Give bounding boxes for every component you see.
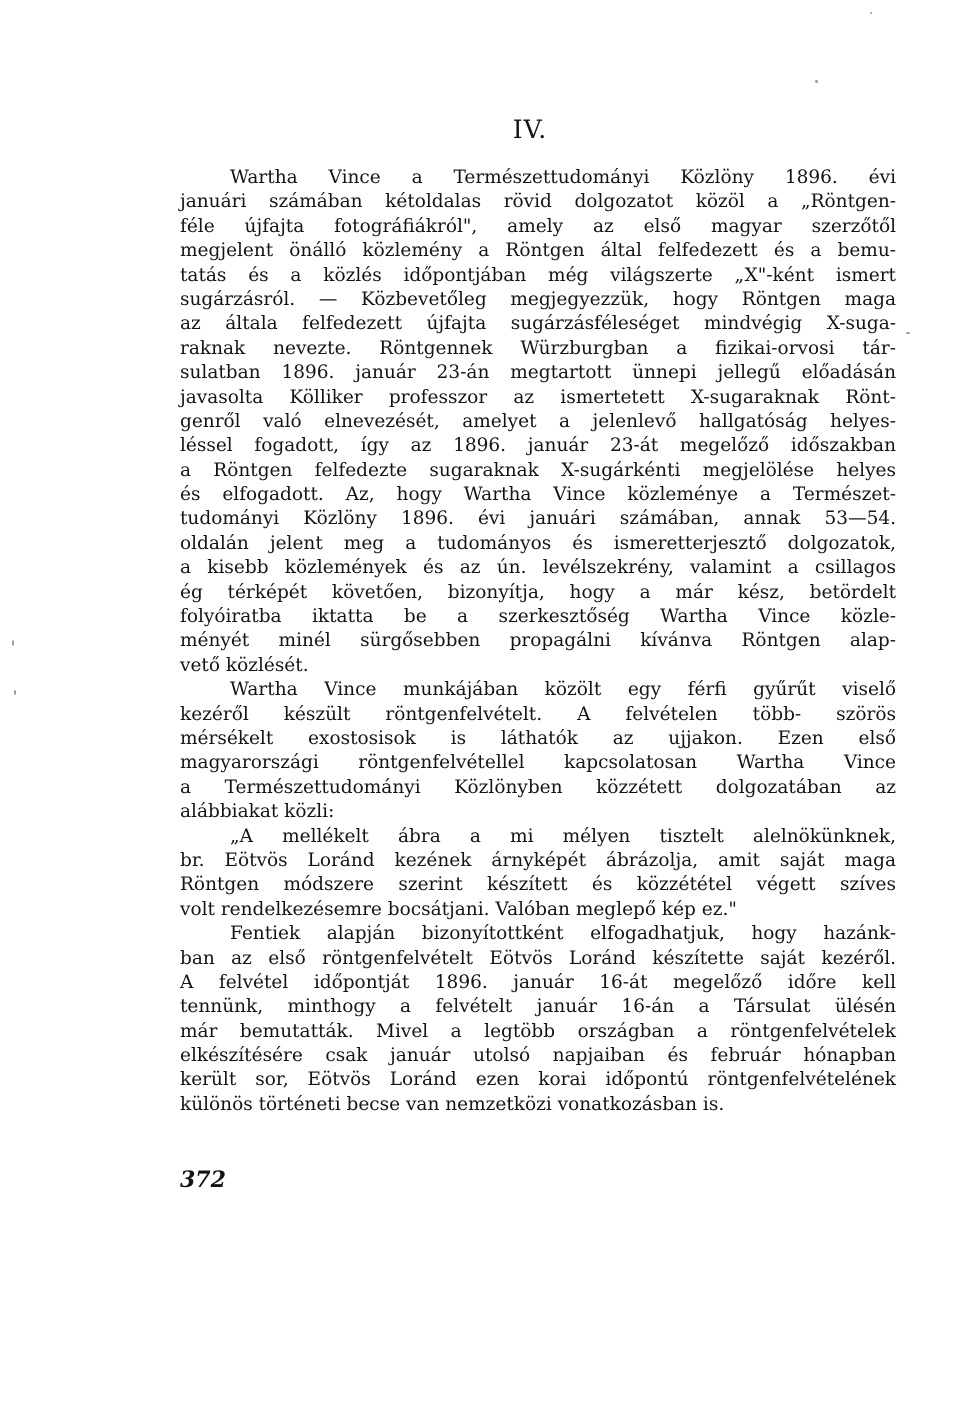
text-line: raknak nevezte. Röntgennek Würzburgban a fizikai-orvosi tár- (180, 337, 896, 359)
text-line: különös történeti becse van nemzetközi vonatkozásban is. (180, 1093, 725, 1115)
text-line: a Természettudományi Közlönyben közzétett dolgozatában az (180, 776, 896, 798)
text-line: a Röntgen felfedezte sugaraknak X-sugárkénti megjelölése helyes (180, 459, 896, 481)
text-line: került sor, Eötvös Loránd ezen korai időpontú röntgenfelvételének (180, 1069, 896, 1091)
text-line: magyarországi röntgenfelvétellel kapcsolatosan Wartha Vince (180, 752, 896, 774)
text-line: léssel fogadott, így az 1896. január 23-át megelőző időszakban (180, 435, 896, 457)
text-line: folyóiratba iktatta be a szerkesztőség Wartha Vince közle- (180, 606, 896, 628)
chapter-heading: IV. (512, 115, 548, 144)
text-line: alábbiakat közli: (180, 801, 335, 823)
text-line: br. Eötvös Loránd kezének árnyképét ábrázolja, amit saját maga (180, 849, 896, 871)
text-line: Röntgen módszere szerint készített és közzététel végett szíves (180, 874, 896, 896)
text-line: sulatban 1896. január 23-án megtartott ünnepi jellegű előadásán (180, 362, 896, 384)
text-line: sugárzásról. — Közbevetőleg megjegyezzük, hogy Röntgen maga (180, 288, 896, 310)
text-line: ményét minél sürgősebben propagálni kívánva Röntgen alap- (180, 630, 896, 652)
text-line: oldalán jelent meg a tudományos és ismeretterjesztő dolgozatok, (180, 532, 896, 554)
text-line: genről való elnevezését, amelyet a jelenlevő hallgatóság helyes- (180, 410, 896, 432)
scan-speck (14, 690, 16, 695)
text-line: Fentiek alapján bizonyítottként elfogadhatjuk, hogy hazánk- (230, 923, 896, 945)
text-line: tennünk, minthogy a felvételt január 16-án a Társulat ülésén (180, 996, 896, 1018)
text-line: volt rendelkezésemre bocsátjani. Valóban meglepő kép ez." (180, 898, 737, 920)
text-line: elkészítésére csak január utolsó napjaiban és február hónapban (180, 1045, 896, 1067)
text-line: tatás és a közlés időpontjában még világszerte „X"-ként ismert (180, 264, 896, 286)
text-line: Wartha Vince munkájában közölt egy férfi gyűrűt viselő (230, 679, 896, 701)
text-line: kezéről készült röntgenfelvételt. A felvételen több- szörös (180, 703, 896, 725)
text-line: féle újfajta fotográfiákról", amely az első magyar szerzőtől (180, 215, 896, 237)
page-number: 372 (180, 1167, 226, 1193)
text-line: a kisebb közlemények és az ún. levélszekrény, valamint a csillagos (180, 557, 896, 579)
text-line: az általa felfedezett újfajta sugárzásféleséget mindvégig X-suga- (180, 313, 896, 335)
scan-speck (906, 332, 910, 334)
text-line: mérsékelt exostosisok is láthatók az ujjakon. Ezen első (180, 727, 896, 749)
text-line: ban az első röntgenfelvételt Eötvös Loránd készítette saját kezéről. (180, 947, 896, 969)
scan-speck (870, 12, 872, 14)
scan-speck (12, 640, 14, 646)
text-line: tudományi Közlöny 1896. évi januári számában, annak 53—54. (180, 508, 896, 530)
text-line: Wartha Vince a Természettudományi Közlöny 1896. évi (230, 167, 896, 188)
scan-speck (815, 80, 818, 83)
text-line: „A mellékelt ábra a mi mélyen tisztelt alelnökünknek, (230, 825, 896, 847)
text-line: már bemutatták. Mivel a legtöbb országban a röntgenfelvételek (180, 1020, 896, 1042)
text-line: javasolta Kölliker professzor az ismertetett X-sugaraknak Rönt- (180, 386, 896, 408)
body-text (180, 166, 896, 1117)
text-line: és elfogadott. Az, hogy Wartha Vince közleménye a Természet- (180, 484, 896, 506)
text-line: megjelent önálló közlemény a Röntgen által felfedezett és a bemu- (180, 240, 896, 262)
text-line: januári számában kétoldalas rövid dolgozatot közöl a „Röntgen- (180, 191, 896, 213)
text-line: ég térképét követően, bizonyítja, hogy a már kész, betördelt (180, 581, 896, 603)
text-line: vető közlését. (180, 654, 309, 676)
text-line: A felvétel időpontját 1896. január 16-át megelőző időre kell (180, 971, 896, 993)
